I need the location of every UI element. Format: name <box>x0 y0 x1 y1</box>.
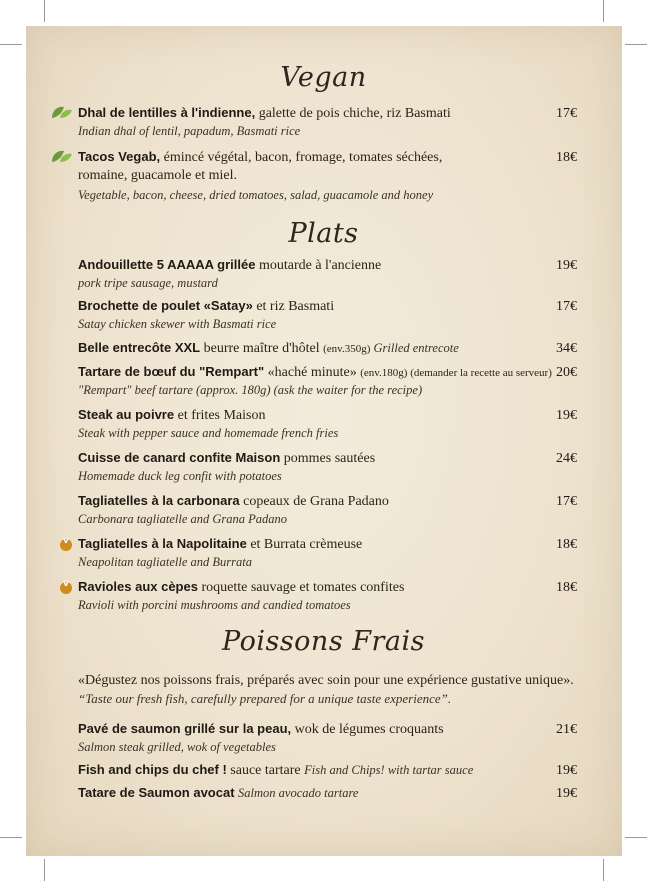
item-name: Andouillette 5 AAAAA grillée <box>78 257 256 272</box>
item-english: Indian dhal of lentil, papadum, Basmati rice <box>78 124 301 138</box>
item-price: 17€ <box>556 494 577 509</box>
crop-mark <box>0 837 22 838</box>
menu-item <box>78 339 578 358</box>
item-english: Satay chicken skewer with Basmati rice <box>78 317 277 331</box>
item-name: Tartare de bœuf du "Rempart" <box>78 364 265 379</box>
item-price: 17€ <box>556 106 577 121</box>
crop-mark <box>44 859 45 881</box>
item-english: Salmon steak grilled, wok of vegetables <box>78 740 276 754</box>
item-price: 19€ <box>556 763 577 778</box>
menu-item-dhal <box>78 104 578 140</box>
item-desc: moutarde à l'ancienne <box>255 258 382 273</box>
item-desc: wok de légumes croquants <box>291 722 444 737</box>
item-price: 18€ <box>556 580 577 595</box>
vegetarian-icon <box>60 582 72 594</box>
item-desc: et Burrata crèmeuse <box>246 537 363 552</box>
item-english: Ravioli with porcini mushrooms and candied tomatoes <box>78 598 351 612</box>
section-title-poissons: Poissons Frais <box>222 626 425 657</box>
item-desc: et frites Maison <box>174 408 266 423</box>
section-title-vegan: Vegan <box>280 62 367 93</box>
item-desc: beurre maître d'hôtel <box>200 341 324 356</box>
item-name: Tagliatelles à la Napolitaine <box>78 536 247 551</box>
menu-item <box>78 784 578 803</box>
crop-mark <box>603 0 604 22</box>
leaf-icon <box>50 104 74 120</box>
item-english: "Rempart" beef tartare (approx. 180g) (ask the waiter for the recipe) <box>78 383 423 397</box>
item-weight: (env.350g) <box>323 343 371 355</box>
leaf-icon <box>50 148 74 164</box>
item-name: Pavé de saumon grillé sur la peau, <box>78 721 292 736</box>
item-desc: copeaux de Grana Padano <box>239 494 389 509</box>
item-desc: sauce tartare <box>226 763 305 778</box>
crop-mark <box>625 44 647 45</box>
section-title-plats: Plats <box>288 218 359 249</box>
item-name: Ravioles aux cèpes <box>78 579 198 594</box>
item-desc: galette de pois chiche, riz Basmati <box>255 106 451 121</box>
item-name: Dhal de lentilles à l'indienne, <box>78 105 256 120</box>
item-name: Tagliatelles à la carbonara <box>78 493 240 508</box>
item-desc: «haché minute» <box>264 365 361 380</box>
item-name: Fish and chips du chef ! <box>78 762 227 777</box>
item-english: Fish and Chips! with tartar sauce <box>304 763 474 777</box>
crop-mark <box>0 44 22 45</box>
item-price: 18€ <box>556 537 577 552</box>
item-price: 21€ <box>556 722 577 737</box>
item-name: Belle entrecôte XXL <box>78 340 201 355</box>
item-english: Grilled entrecote <box>370 341 459 355</box>
item-price: 19€ <box>556 258 577 273</box>
menu-item <box>78 449 578 485</box>
crop-mark <box>44 0 45 22</box>
item-english: Vegetable, bacon, cheese, dried tomatoes, salad, guacamole and honey <box>78 188 434 202</box>
item-price: 19€ <box>556 786 577 801</box>
menu-item <box>78 492 578 528</box>
menu-item <box>78 363 558 399</box>
item-name: Steak au poivre <box>78 407 175 422</box>
menu-item <box>78 256 578 292</box>
item-desc: roquette sauvage et tomates confites <box>197 580 405 595</box>
item-english: Homemade duck leg confit with potatoes <box>78 469 282 483</box>
item-english: Salmon avocado tartare <box>238 786 359 800</box>
menu-item-tacos <box>78 148 578 204</box>
item-desc: émincé végétal, bacon, fromage, tomates séchées, <box>160 150 443 165</box>
menu-item <box>78 578 578 614</box>
item-english: Neapolitan tagliatelle and Burrata <box>78 555 252 569</box>
item-desc: romaine, guacamole et miel. <box>78 168 237 183</box>
item-desc: pommes sautées <box>280 451 376 466</box>
item-desc: et riz Basmati <box>252 299 335 314</box>
item-english: Steak with pepper sauce and homemade french fries <box>78 426 339 440</box>
item-name: Brochette de poulet «Satay» <box>78 298 253 313</box>
item-price: 24€ <box>556 451 577 466</box>
menu-item <box>78 720 578 756</box>
crop-mark <box>603 859 604 881</box>
poissons-intro-english: “Taste our fresh fish, carefully prepared for a unique taste experience”. <box>78 691 452 706</box>
item-price: 19€ <box>556 408 577 423</box>
vegetarian-icon <box>60 539 72 551</box>
menu-item <box>78 761 578 780</box>
menu-item <box>78 406 578 442</box>
item-price: 34€ <box>556 341 577 356</box>
crop-mark <box>625 837 647 838</box>
poissons-intro: «Dégustez nos poissons frais, préparés avec soin pour une expérience gustative unique». <box>78 673 574 688</box>
menu-item <box>78 535 578 571</box>
item-price: 18€ <box>556 150 577 165</box>
item-price: 20€ <box>556 365 577 380</box>
menu-item <box>78 297 578 333</box>
item-name: Cuisse de canard confite Maison <box>78 450 281 465</box>
item-name: Tacos Vegab, <box>78 149 161 164</box>
item-english: Carbonara tagliatelle and Grana Padano <box>78 512 288 526</box>
item-price: 17€ <box>556 299 577 314</box>
item-note: (env.180g) (demander la recette au serveur) <box>360 367 552 379</box>
item-name: Tatare de Saumon avocat <box>78 785 235 800</box>
item-english: pork tripe sausage, mustard <box>78 276 218 290</box>
